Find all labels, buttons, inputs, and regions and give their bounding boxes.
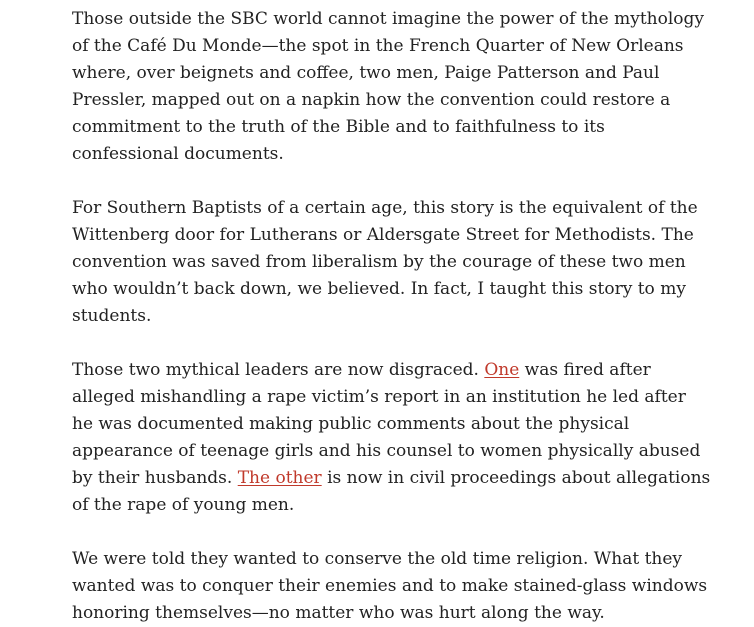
paragraph-3-mid: was fired after alleged mishandling a rape victim’s report in an institution he led after he was documented making public comments about the physical appearance of teenage girls and his counsel to women physically abused by their husbands. bbox=[72, 360, 701, 488]
paragraph-1: Those outside the SBC world cannot imagine the power of the mythology of the Café Du Monde—the spot in the French Quarter of New Orleans where, over beignets and coffee, two men, Paige Patterson and Paul Pressler, mapped out on a napkin how the convention could restore a commitment to the truth of the Bible and to faithfulness to its confessional documents. bbox=[72, 9, 705, 164]
paragraph-4: We were told they wanted to conserve the old time religion. What they wanted was to conquer their enemies and to make stained-glass windows honoring themselves—no matter who was hurt along the way. bbox=[72, 549, 708, 623]
paragraph-3-lead: Those two mythical leaders are now disgraced. bbox=[72, 360, 485, 380]
article-body bbox=[72, 6, 712, 627]
paragraph-3 bbox=[72, 357, 712, 519]
link-one[interactable]: One bbox=[484, 360, 520, 380]
paragraph-3-tail: is now in civil proceedings about allegations of the rape of young men. bbox=[72, 468, 711, 515]
paragraph-2: For Southern Baptists of a certain age, this story is the equivalent of the Wittenberg door for Lutherans or Aldersgate Street for Methodists. The convention was saved from liberalism by the courage of these two men who wouldn’t back down, we believed. In fact, I taught this story to my students. bbox=[72, 198, 698, 326]
link-the-other[interactable]: The other bbox=[237, 468, 322, 488]
